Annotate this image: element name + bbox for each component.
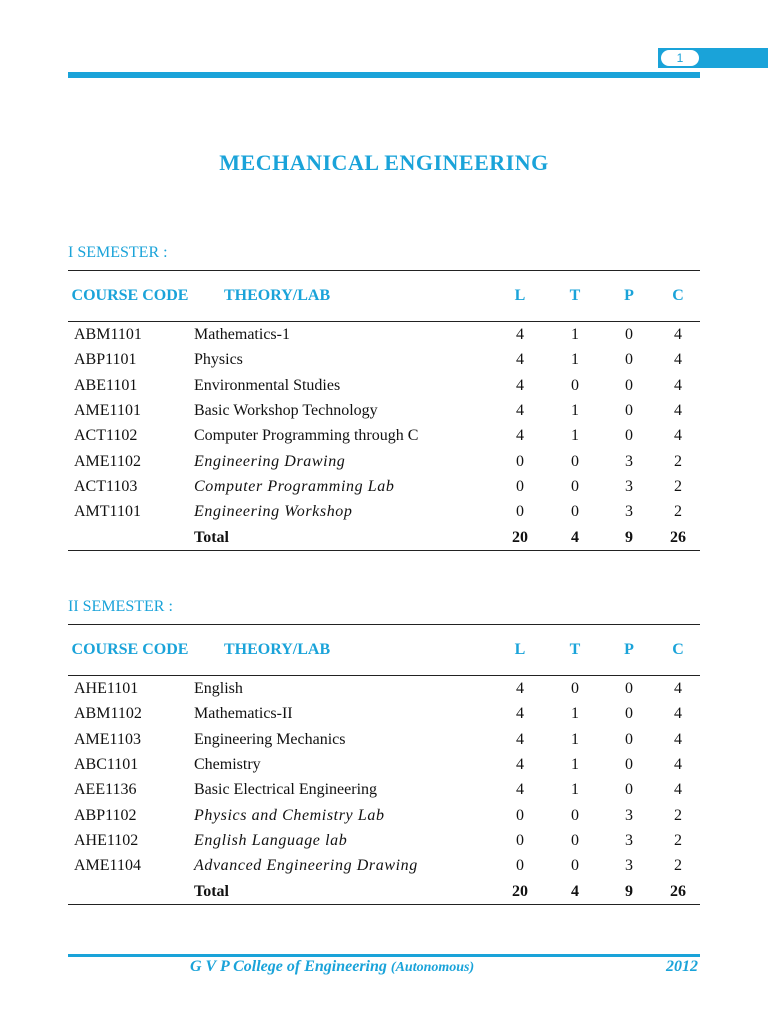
total-t: 4 (571, 882, 579, 900)
credits-cell: 4 (674, 427, 682, 445)
total-t: 4 (571, 528, 579, 546)
practical-hours-cell: 3 (625, 503, 633, 521)
lecture-hours-cell: 4 (516, 326, 524, 344)
course-name-cell: Computer Programming through C (194, 427, 419, 445)
total-label: Total (194, 528, 229, 546)
practical-hours-cell: 3 (625, 831, 633, 849)
practical-hours-cell: 0 (625, 351, 633, 369)
top-rule (68, 72, 700, 78)
table-row (68, 398, 700, 423)
table-row (68, 347, 700, 372)
table-row (68, 828, 700, 853)
course-name-cell: English (194, 680, 243, 698)
course-name-cell: Mathematics-1 (194, 326, 290, 344)
table-header-row (68, 625, 700, 676)
footer-autonomous: (Autonomous) (390, 960, 475, 975)
semester-2-table-wrap (68, 624, 700, 905)
course-code-cell: ACT1102 (74, 427, 138, 445)
header-t: T (569, 287, 581, 304)
credits-cell: 4 (674, 351, 682, 369)
table-row (68, 752, 700, 777)
course-code-cell: ACT1103 (74, 477, 138, 495)
tutorial-hours-cell: 0 (571, 452, 579, 470)
course-name-cell: Environmental Studies (194, 376, 341, 394)
lecture-hours-cell: 4 (516, 402, 524, 420)
tutorial-hours-cell: 1 (571, 781, 579, 799)
header-l: L (514, 287, 526, 304)
course-code-cell: ABP1101 (74, 351, 137, 369)
lecture-hours-cell: 4 (516, 705, 524, 723)
practical-hours-cell: 0 (625, 730, 633, 748)
lecture-hours-cell: 0 (516, 806, 524, 824)
practical-hours-cell: 0 (625, 427, 633, 445)
table-row (68, 474, 700, 499)
total-label: Total (194, 882, 229, 900)
practical-hours-cell: 0 (625, 781, 633, 799)
course-code-cell: ABC1101 (74, 756, 139, 774)
table-row (68, 727, 700, 752)
page-number-tab (658, 48, 768, 68)
course-name-cell: Chemistry (194, 756, 261, 774)
credits-cell: 2 (674, 452, 682, 470)
semester-2-heading: II SEMESTER : (68, 598, 173, 615)
tutorial-hours-cell: 1 (571, 326, 579, 344)
lecture-hours-cell: 0 (516, 503, 524, 521)
practical-hours-cell: 0 (625, 376, 633, 394)
credits-cell: 4 (674, 705, 682, 723)
header-course-code: COURSE CODE (71, 287, 189, 304)
lecture-hours-cell: 4 (516, 427, 524, 445)
total-c: 26 (670, 528, 686, 546)
practical-hours-cell: 0 (625, 705, 633, 723)
semester-1-heading: I SEMESTER : (68, 244, 168, 261)
tutorial-hours-cell: 0 (571, 376, 579, 394)
course-code-cell: ABM1101 (74, 326, 142, 344)
credits-cell: 2 (674, 503, 682, 521)
course-code-cell: ABP1102 (74, 806, 137, 824)
lecture-hours-cell: 4 (516, 756, 524, 774)
practical-hours-cell: 0 (625, 756, 633, 774)
credits-cell: 4 (674, 756, 682, 774)
semester-1-body (68, 322, 700, 551)
course-code-cell: AME1103 (74, 730, 141, 748)
lecture-hours-cell: 0 (516, 857, 524, 875)
header-course-code: COURSE CODE (71, 641, 189, 658)
semester-2-table (68, 624, 700, 905)
practical-hours-cell: 0 (625, 326, 633, 344)
course-name-cell: Physics (194, 351, 243, 369)
table-row (68, 802, 700, 827)
tutorial-hours-cell: 1 (571, 427, 579, 445)
tutorial-hours-cell: 0 (571, 680, 579, 698)
header-theory-lab: THEORY/LAB (224, 641, 331, 658)
total-l: 20 (512, 528, 528, 546)
lecture-hours-cell: 4 (516, 376, 524, 394)
practical-hours-cell: 3 (625, 477, 633, 495)
footer-college (190, 958, 474, 976)
table-row (68, 777, 700, 802)
course-name-cell: Basic Electrical Engineering (194, 781, 378, 799)
course-name-cell: Engineering Mechanics (194, 730, 346, 748)
tutorial-hours-cell: 1 (571, 730, 579, 748)
course-name-cell: English Language lab (194, 831, 348, 849)
course-code-cell: ABE1101 (74, 376, 138, 394)
table-row (68, 499, 700, 524)
total-l: 20 (512, 882, 528, 900)
table-row (68, 423, 700, 448)
tutorial-hours-cell: 0 (571, 806, 579, 824)
total-c: 26 (670, 882, 686, 900)
total-p: 9 (625, 882, 633, 900)
credits-cell: 4 (674, 376, 682, 394)
header-l: L (514, 641, 526, 658)
course-name-cell: Advanced Engineering Drawing (194, 857, 418, 875)
semester-2-body (68, 676, 700, 905)
course-code-cell: AME1104 (74, 857, 141, 875)
tutorial-hours-cell: 0 (571, 503, 579, 521)
credits-cell: 4 (674, 730, 682, 748)
credits-cell: 2 (674, 831, 682, 849)
course-code-cell: AME1101 (74, 402, 141, 420)
course-name-cell: Engineering Workshop (194, 503, 353, 521)
course-code-cell: ABM1102 (74, 705, 142, 723)
table-row (68, 373, 700, 398)
lecture-hours-cell: 0 (516, 477, 524, 495)
course-code-cell: AHE1101 (74, 680, 139, 698)
course-name-cell: Basic Workshop Technology (194, 402, 378, 420)
tutorial-hours-cell: 0 (571, 831, 579, 849)
page-number: 1 (661, 50, 699, 66)
table-row (68, 322, 700, 348)
practical-hours-cell: 3 (625, 857, 633, 875)
footer-year: 2012 (666, 958, 698, 975)
credits-cell: 2 (674, 857, 682, 875)
tutorial-hours-cell: 0 (571, 477, 579, 495)
course-code-cell: AEE1136 (74, 781, 137, 799)
credits-cell: 2 (674, 806, 682, 824)
lecture-hours-cell: 4 (516, 680, 524, 698)
course-code-cell: AHE1102 (74, 831, 139, 849)
header-c: C (672, 287, 684, 304)
credits-cell: 2 (674, 477, 682, 495)
bottom-rule (68, 954, 700, 957)
course-code-cell: AME1102 (74, 452, 141, 470)
credits-cell: 4 (674, 680, 682, 698)
credits-cell: 4 (674, 781, 682, 799)
practical-hours-cell: 3 (625, 452, 633, 470)
total-row (68, 524, 700, 550)
practical-hours-cell: 0 (625, 680, 633, 698)
tutorial-hours-cell: 0 (571, 857, 579, 875)
header-p: P (624, 287, 634, 304)
header-c: C (672, 641, 684, 658)
course-name-cell: Computer Programming Lab (194, 477, 395, 495)
semester-1-table-wrap (68, 270, 700, 551)
lecture-hours-cell: 4 (516, 781, 524, 799)
course-code-cell: AMT1101 (74, 503, 141, 521)
lecture-hours-cell: 4 (516, 351, 524, 369)
header-p: P (624, 641, 634, 658)
tutorial-hours-cell: 1 (571, 705, 579, 723)
page-title: MECHANICAL ENGINEERING (219, 150, 549, 175)
total-blank-cell (68, 878, 192, 904)
table-row (68, 448, 700, 473)
semester-1-table (68, 270, 700, 551)
total-p: 9 (625, 528, 633, 546)
course-name-cell: Mathematics-II (194, 705, 293, 723)
credits-cell: 4 (674, 326, 682, 344)
tutorial-hours-cell: 1 (571, 402, 579, 420)
course-name-cell: Physics and Chemistry Lab (194, 806, 385, 824)
total-row (68, 878, 700, 904)
practical-hours-cell: 0 (625, 402, 633, 420)
tutorial-hours-cell: 1 (571, 756, 579, 774)
header-theory-lab: THEORY/LAB (224, 287, 331, 304)
table-header-row (68, 271, 700, 322)
course-name-cell: Engineering Drawing (194, 452, 346, 470)
lecture-hours-cell: 0 (516, 452, 524, 470)
table-row (68, 676, 700, 702)
lecture-hours-cell: 4 (516, 730, 524, 748)
header-t: T (569, 641, 581, 658)
table-row (68, 853, 700, 878)
tutorial-hours-cell: 1 (571, 351, 579, 369)
table-row (68, 701, 700, 726)
lecture-hours-cell: 0 (516, 831, 524, 849)
footer-college-name: G V P College of Engineering (190, 958, 387, 975)
total-blank-cell (68, 524, 192, 550)
credits-cell: 4 (674, 402, 682, 420)
practical-hours-cell: 3 (625, 806, 633, 824)
